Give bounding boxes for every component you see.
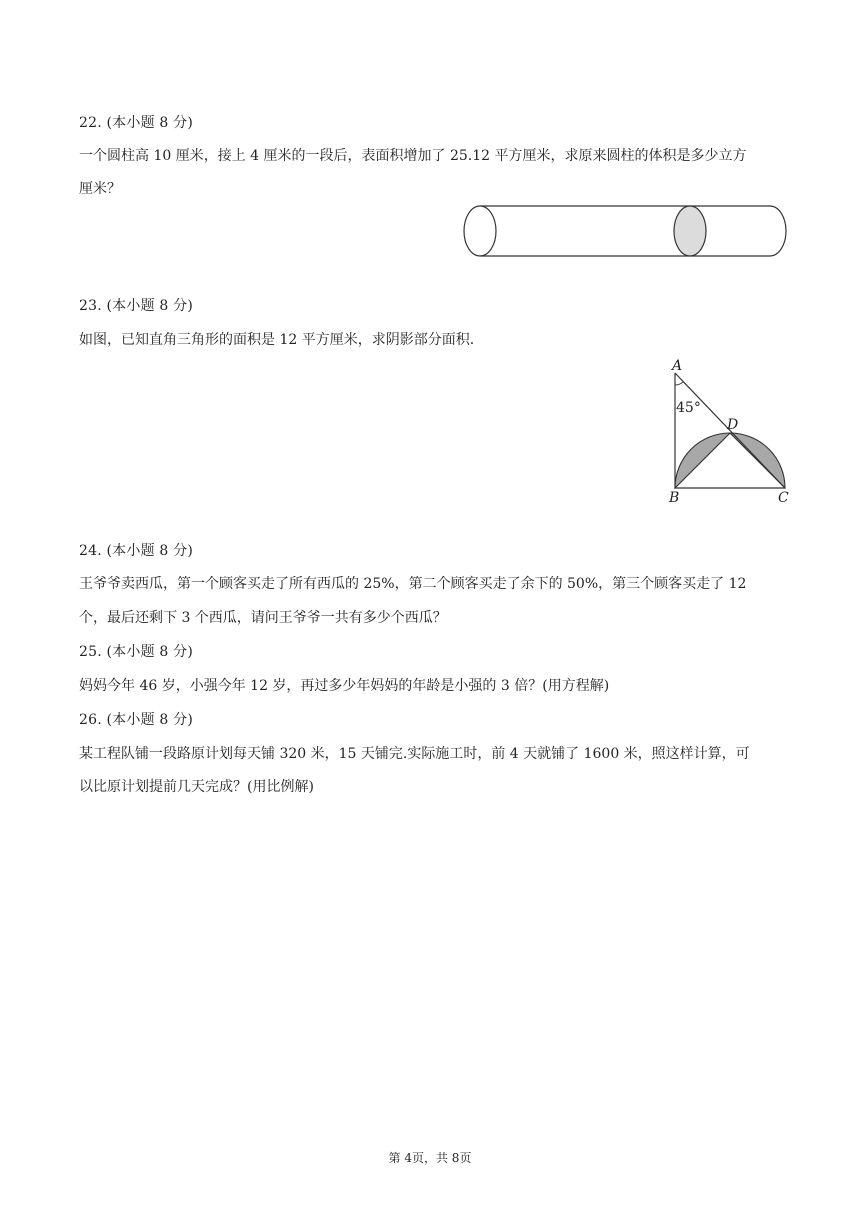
q23-text-line-1: 如图，已知直角三角形的面积是 12 平方厘米，求阴影部分面积. (79, 332, 475, 348)
q26-header: 26. (本小题 8 分) (79, 712, 194, 728)
q25-text-line-1: 妈妈今年 46 岁，小强今年 12 岁，再过多少年妈妈的年龄是小强的 3 倍？(用方程解) (79, 678, 610, 694)
cylinder-joint-section (674, 206, 706, 256)
q24-header: 24. (本小题 8 分) (79, 543, 194, 559)
page-footer: 第 4页，共 8页 (388, 1151, 472, 1165)
q22-text-line-1: 一个圆柱高 10 厘米，接上 4 厘米的一段后，表面积增加了 25.12 平方厘米，求原来圆柱的体积是多少立方 (79, 148, 747, 164)
q25-header: 25. (本小题 8 分) (79, 644, 194, 660)
triangle-figure (664, 356, 796, 508)
q22-text-line-2: 厘米？ (79, 181, 121, 197)
vertex-label-b: B (669, 490, 680, 506)
shaded-segment-left (675, 433, 730, 488)
q24-text-line-1: 王爷爷卖西瓜，第一个顾客买走了所有西瓜的 25%，第二个顾客买走了余下的 50%，第三个顾客买走了 12 (79, 576, 747, 592)
cylinder-left-end (464, 206, 496, 256)
vertex-label-a: A (672, 358, 683, 374)
q26-text-line-2: 以比原计划提前几天完成？(用比例解) (79, 779, 314, 795)
cylinder-figure (460, 200, 792, 262)
q23-header: 23. (本小题 8 分) (79, 298, 194, 314)
angle-label: 45° (676, 400, 701, 416)
vertex-label-c: C (778, 490, 789, 506)
cylinder-right-end (770, 206, 786, 256)
q24-text-line-2: 个，最后还剩下 3 个西瓜，请问王爷爷一共有多少个西瓜？ (79, 610, 447, 626)
q26-text-line-1: 某工程队铺一段路原计划每天铺 320 米，15 天铺完.实际施工时，前 4 天就铺了 1600 米，照这样计算，可 (79, 746, 750, 762)
q22-header: 22. (本小题 8 分) (79, 115, 194, 131)
vertex-label-d: D (727, 417, 739, 433)
angle-arc (675, 382, 683, 385)
